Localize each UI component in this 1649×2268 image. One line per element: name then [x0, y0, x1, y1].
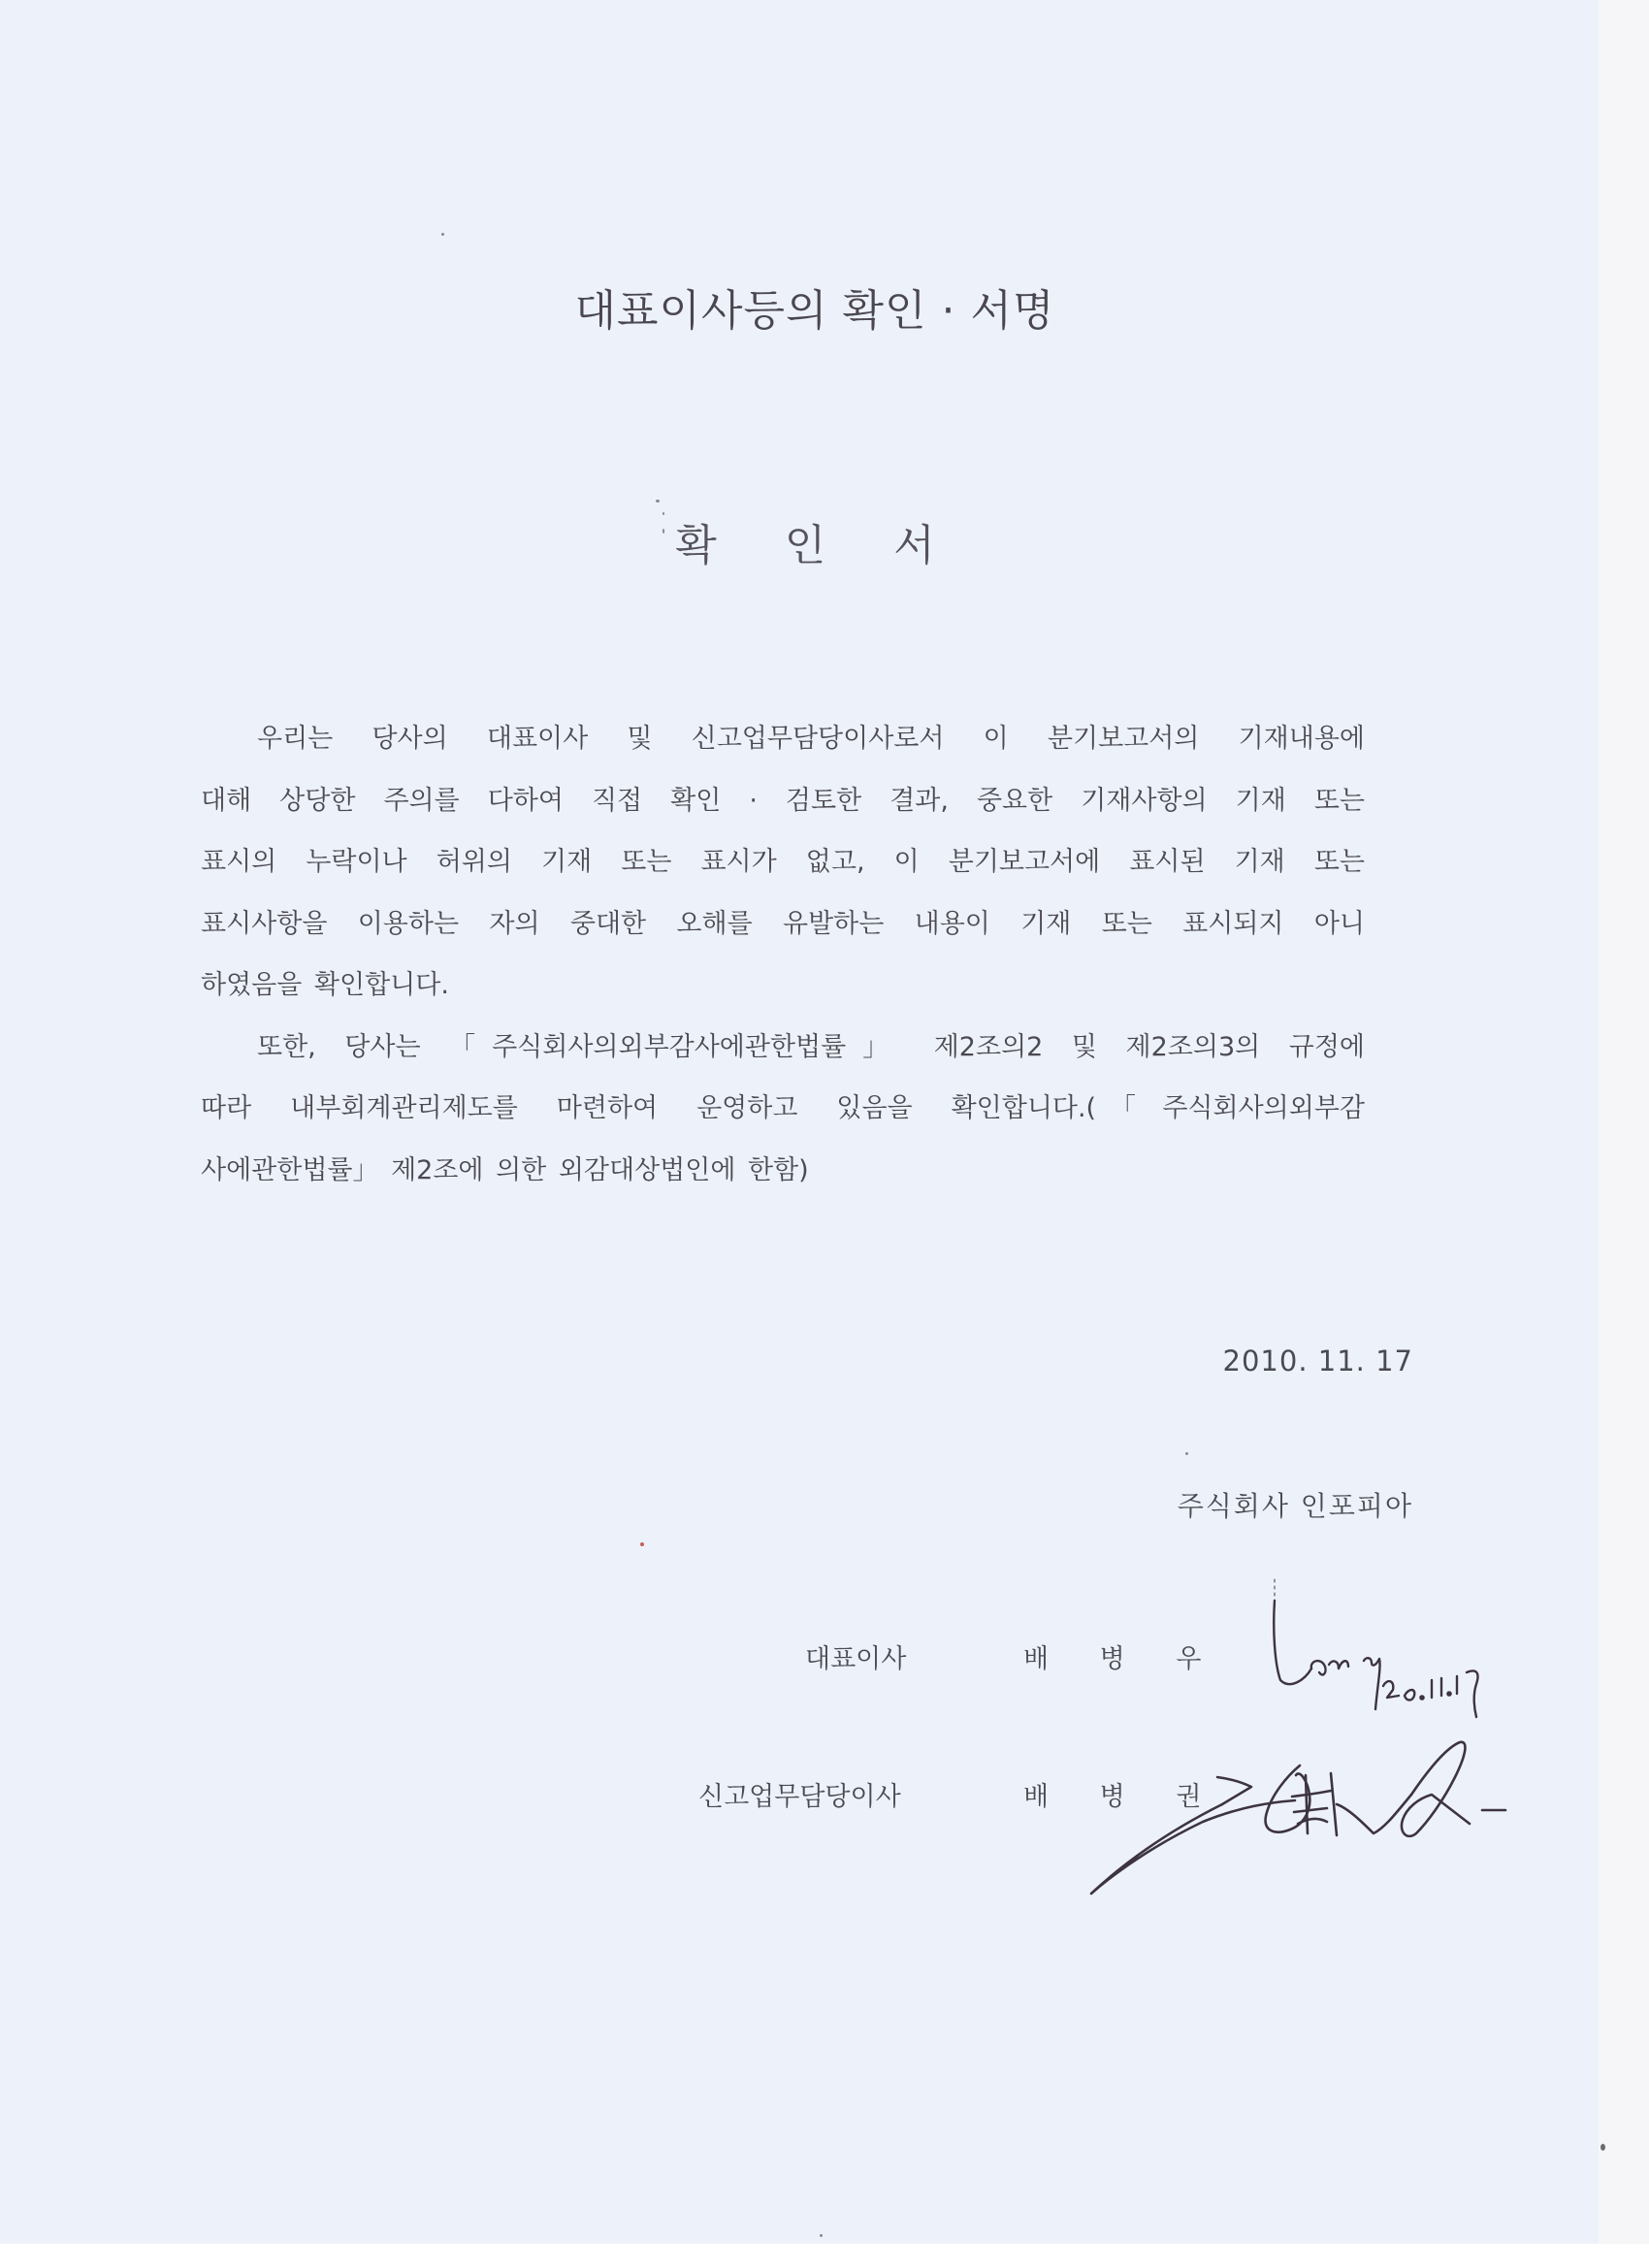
text-line: 따라 내부회계관리제도를 마련하여 운영하고 있음을 확인합니다.(「주식회사의외부감 [201, 1093, 1365, 1123]
signatory-title: 대표이사 [805, 1644, 907, 1674]
company-name: 주식회사 인포피아 [1177, 1490, 1413, 1522]
page-title: 대표이사등의 확인 · 서명 [574, 286, 1055, 336]
confirmation-body [201, 708, 1365, 1201]
scan-speck [1185, 1452, 1188, 1455]
scan-speck [441, 233, 444, 236]
text-line: 대해 상당한 주의를 다하여 직접 확인 · 검토한 결과, 중요한 기재사항의 기재 또는 [201, 785, 1365, 816]
scan-speck [820, 2234, 823, 2237]
text-line: 사에관한법률」 제2조에 의한 외감대상법인에 한함) [201, 1154, 809, 1185]
handwritten-signature-ceo [1251, 1571, 1513, 1736]
text-line: 표시사항을 이용하는 자의 중대한 오해를 유발하는 내용이 기재 또는 표시되지 아니 [201, 908, 1365, 939]
text-line: 우리는 당사의 대표이사 및 신고업무담당이사로서 이 분기보고서의 기재내용에 [257, 724, 1365, 754]
document-date: 2010. 11. 17 [1222, 1345, 1413, 1377]
scan-speck [1600, 2144, 1605, 2151]
document-subtitle: 확 인 서 [675, 521, 962, 570]
paragraph-2 [201, 1017, 1365, 1202]
signatory-name: 배 병 권 [1023, 1782, 1223, 1812]
signatory-name: 배 병 우 [1023, 1644, 1223, 1674]
text-line: 하였음을 확인합니다. [201, 970, 449, 1000]
signatory-title: 신고업무담당이사 [698, 1782, 901, 1812]
paragraph-1 [201, 708, 1365, 1017]
handwritten-signature-officer [1077, 1727, 1523, 1911]
text-line: 표시의 누락이나 허위의 기재 또는 표시가 없고, 이 분기보고서에 표시된 기재 또는 [201, 847, 1365, 877]
text-line: 또한, 당사는 「주식회사의외부감사에관한법률」 제2조의2 및 제2조의3의 규정에 [257, 1031, 1365, 1062]
scan-speck [640, 1542, 644, 1546]
scan-speck [656, 500, 660, 502]
scan-edge [1599, 0, 1649, 2244]
